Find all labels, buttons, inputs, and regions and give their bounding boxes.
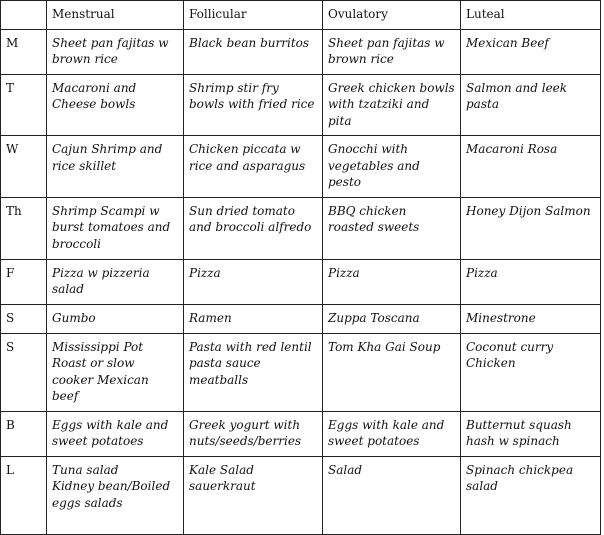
meal-cell: Spinach chickpea salad: [461, 456, 601, 534]
meal-cell: Sheet pan fajitas w brown rice: [47, 29, 184, 74]
meal-cell: Pizza: [323, 259, 461, 304]
table-row: [1, 74, 601, 136]
row-day-label: Th: [1, 197, 47, 259]
meal-cell: Macaroni and Cheese bowls: [47, 74, 184, 136]
meal-cell: Zuppa Toscana: [323, 304, 461, 333]
table-row: [1, 411, 601, 456]
header-corner: [1, 1, 47, 30]
meal-cell: Gnocchi with vegetables and pesto: [323, 136, 461, 198]
meal-cell: Sheet pan fajitas w brown rice: [323, 29, 461, 74]
meal-cell: Coconut curry Chicken: [461, 333, 601, 411]
header-row: [1, 1, 601, 30]
table-row: [1, 333, 601, 411]
table-row: [1, 197, 601, 259]
meal-cell: Chicken piccata w rice and asparagus: [184, 136, 323, 198]
meal-cell: BBQ chicken roasted sweets: [323, 197, 461, 259]
meal-cell: Salad: [323, 456, 461, 534]
meal-cell: Butternut squash hash w spinach: [461, 411, 601, 456]
meal-cell: Shrimp stir fry bowls with fried rice: [184, 74, 323, 136]
meal-cell: Macaroni Rosa: [461, 136, 601, 198]
row-day-label: T: [1, 74, 47, 136]
header-follicular: Follicular: [184, 1, 323, 30]
meal-cell: Greek yogurt with nuts/seeds/berries: [184, 411, 323, 456]
meal-cell: Ramen: [184, 304, 323, 333]
table-row: [1, 304, 601, 333]
meal-cell-line: Kidney bean/Boiled eggs salads: [52, 479, 171, 510]
meal-cell: Sun dried tomato and broccoli alfredo: [184, 197, 323, 259]
table-row: [1, 136, 601, 198]
table-row: [1, 259, 601, 304]
meal-cell: Kale Salad sauerkraut: [184, 456, 323, 534]
meal-cell: Shrimp Scampi w burst tomatoes and broccoli: [47, 197, 184, 259]
meal-cell: Eggs with kale and sweet potatoes: [323, 411, 461, 456]
header-luteal: Luteal: [461, 1, 601, 30]
meal-cell: Cajun Shrimp and rice skillet: [47, 136, 184, 198]
row-day-label: S: [1, 333, 47, 411]
meal-cell: Honey Dijon Salmon: [461, 197, 601, 259]
row-day-label: M: [1, 29, 47, 74]
row-day-label: F: [1, 259, 47, 304]
meal-cell: Black bean burritos: [184, 29, 323, 74]
meal-cell: Eggs with kale and sweet potatoes: [47, 411, 184, 456]
header-ovulatory: Ovulatory: [323, 1, 461, 30]
meal-cell: Pizza w pizzeria salad: [47, 259, 184, 304]
meal-cell: Greek chicken bowls with tzatziki and pita: [323, 74, 461, 136]
meal-cell: Gumbo: [47, 304, 184, 333]
meal-cell: Pizza: [184, 259, 323, 304]
table-row: [1, 456, 601, 534]
table-row: [1, 29, 601, 74]
meal-cell: Mississippi Pot Roast or slow cooker Mexican beef: [47, 333, 184, 411]
meal-cell: Pizza: [461, 259, 601, 304]
meal-cell: Pasta with red lentil pasta sauce meatballs: [184, 333, 323, 411]
meal-cell: Tom Kha Gai Soup: [323, 333, 461, 411]
meal-cell: [47, 456, 184, 534]
header-menstrual: Menstrual: [47, 1, 184, 30]
row-day-label: S: [1, 304, 47, 333]
row-day-label: L: [1, 456, 47, 534]
meal-cell: Mexican Beef: [461, 29, 601, 74]
meal-cell: Salmon and leek pasta: [461, 74, 601, 136]
meal-cell-line: Tuna salad: [52, 462, 119, 477]
row-day-label: W: [1, 136, 47, 198]
row-day-label: B: [1, 411, 47, 456]
meal-cell: Minestrone: [461, 304, 601, 333]
